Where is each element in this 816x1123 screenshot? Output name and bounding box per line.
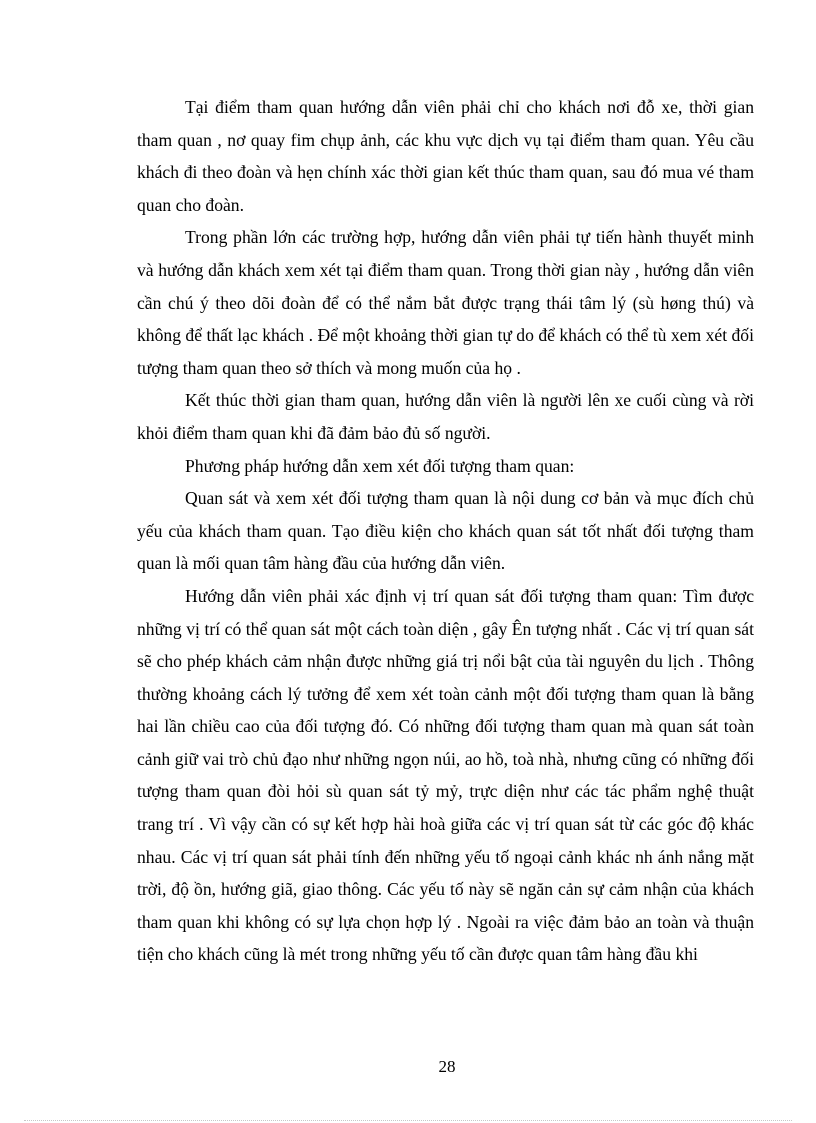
paragraph: Trong phần lớn các trường hợp, hướng dẫn viên phải tự tiến hành thuyết minh và hướng dẫn khách xem xét tại điểm tham quan. Trong thời gian này , hướng dẫn viên cần chú ý theo dõi đoàn để có thể nắm bắt được trạng thái tâm lý (sù høng thú) và không để thất lạc khách . Để một khoảng thời gian tự do để khách có thể tù xem xét đối tượng tham quan theo sở thích và mong muốn của họ . (137, 227, 754, 378)
body-text (137, 91, 754, 971)
paragraph: Tại điểm tham quan hướng dẫn viên phải chỉ cho khách nơi đỗ xe, thời gian tham quan , nơ quay fim chụp ảnh, các khu vực dịch vụ tại điểm tham quan. Yêu cầu khách đi theo đoàn và hẹn chính xác thời gian kết thúc tham quan, sau đó mua vé tham quan cho đoàn. (137, 97, 754, 215)
paragraph: Quan sát và xem xét đối tượng tham quan là nội dung cơ bản và mục đích chủ yếu của khách tham quan. Tạo điều kiện cho khách quan sát tốt nhất đối tượng tham quan là mối quan tâm hàng đầu của hướng dẫn viên. (137, 488, 754, 574)
paragraph: Phương pháp hướng dẫn xem xét đối tượng tham quan: (185, 455, 575, 476)
page-bottom-divider (24, 1120, 792, 1121)
paragraph: Kết thúc thời gian tham quan, hướng dẫn viên là người lên xe cuối cùng và rời khỏi điểm tham quan khi đã đảm bảo đủ số người. (137, 390, 754, 443)
page-number: 28 (438, 1057, 456, 1076)
paragraph: Hướng dẫn viên phải xác định vị trí quan sát đối tượng tham quan: Tìm được những vị trí có thể quan sát một cách toàn diện , gây Ên tượng nhất . Các vị trí quan sát sẽ cho phép khách cảm nhận được những giá trị nổi bật của tài nguyên du lịch . Thông thường khoảng cách lý tưởng để xem xét toàn cảnh một đối tượng tham quan là bằng hai lần chiều cao của đối tượng đó. Có những đối tượng tham quan mà quan sát toàn cảnh giữ vai trò chủ đạo như những ngọn núi, ao hồ, toà nhà, nhưng cũng có những đối tượng tham quan đòi hỏi sù quan sát tỷ mỷ, trực diện như các tác phẩm nghệ thuật trang trí . Vì vậy cần có sự kết hợp hài hoà giữa các vị trí quan sát từ các góc độ khác nhau. Các vị trí quan sát phải tính đến những yếu tố ngoại cảnh khác nh ánh nắng mặt trời, độ ồn, hướng giã, giao thông. Các yếu tố này sẽ ngăn cản sự cảm nhận của khách tham quan khi không có sự lựa chọn hợp lý . Ngoài ra việc đảm bảo an toàn và thuận tiện cho khách cũng là mét trong những yếu tố cần được quan tâm hàng đầu khi (137, 585, 754, 965)
